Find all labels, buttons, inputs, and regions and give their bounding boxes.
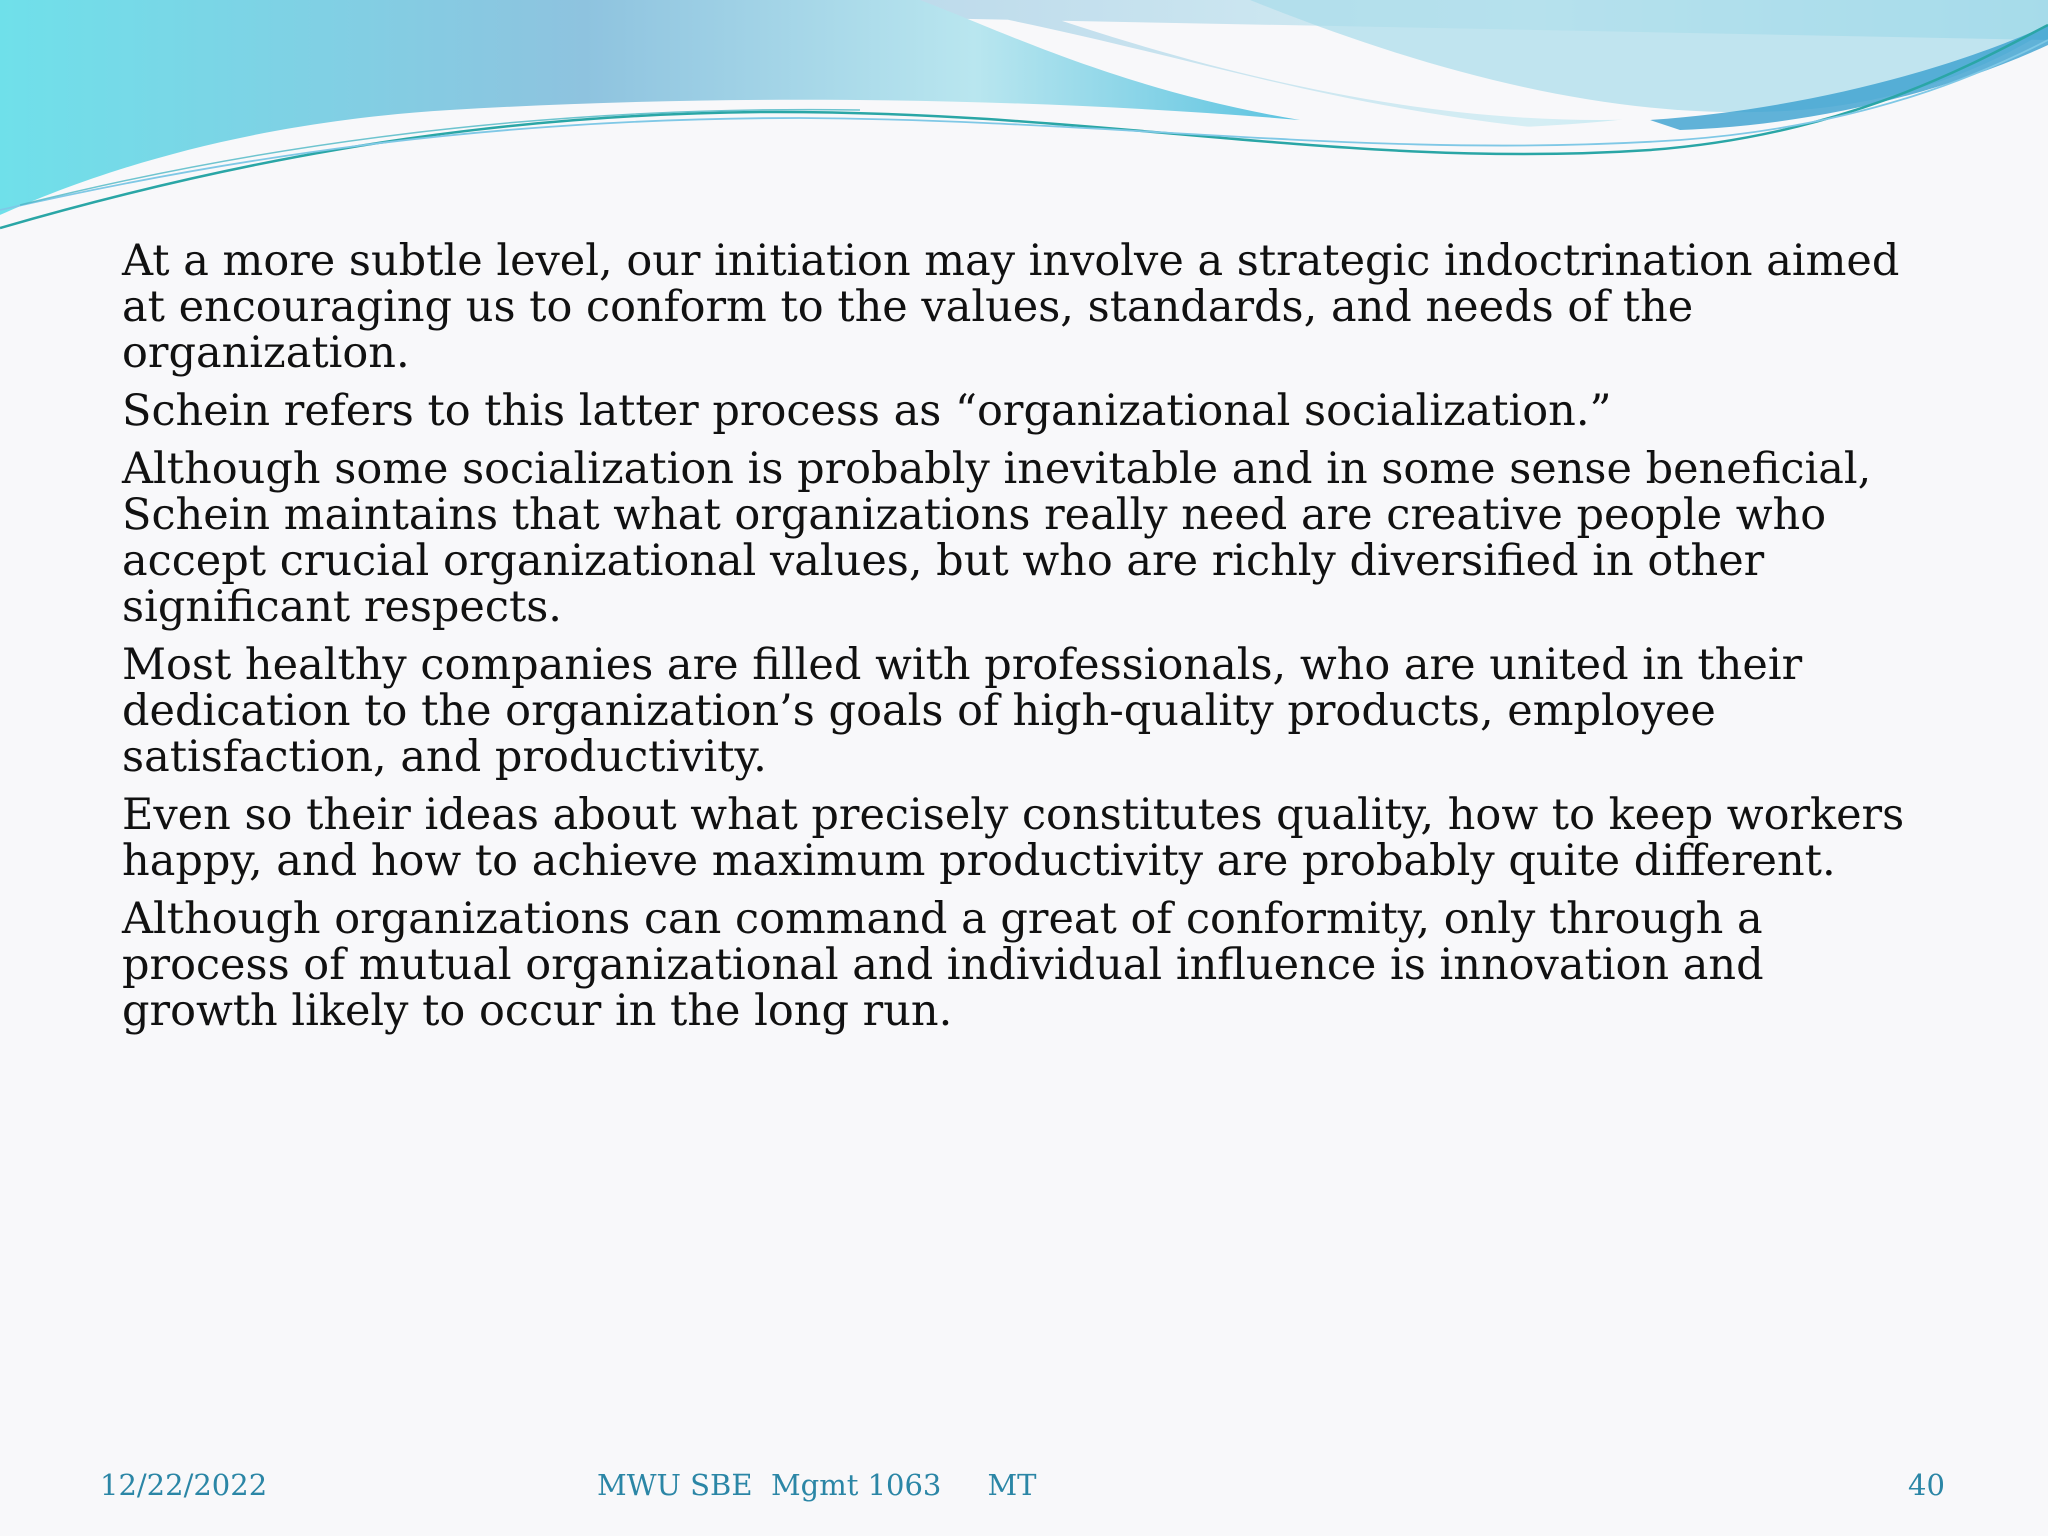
paragraph-1: At a more subtle level, our initiation may involve a strategic indoctrination aimed at encouraging us to conform to the values, standards, and needs of the organization.	[122, 236, 1900, 378]
paragraph-5: Even so their ideas about what precisely constitutes quality, how to keep workers happy, and how to achieve maximum productivity are probably quite different.	[122, 790, 1905, 886]
footer-course-label: MWU SBE Mgmt 1063 MT	[597, 1468, 1037, 1502]
paragraph-4: Most healthy companies are filled with professionals, who are united in their dedication to the organization’s goals of high-quality products, employee satisfaction, and productivity.	[122, 640, 1803, 782]
slide-body	[122, 238, 1922, 1046]
paragraph-6: Although organizations can command a great of conformity, only through a process of mutual organizational and individual influence is innovation and growth likely to occur in the long run.	[122, 894, 1764, 1036]
paragraph-2: Schein refers to this latter process as “organizational socialization.”	[122, 386, 1612, 436]
footer-date: 12/22/2022	[100, 1468, 268, 1502]
paragraph-3: Although some socialization is probably inevitable and in some sense beneficial, Schein maintains that what organizations really need are creative people who accept crucial organizational values, but who are richly diversified in other significant respects.	[122, 444, 1872, 632]
slide-number: 40	[1908, 1468, 1945, 1502]
decorative-wave-header	[0, 0, 2048, 240]
